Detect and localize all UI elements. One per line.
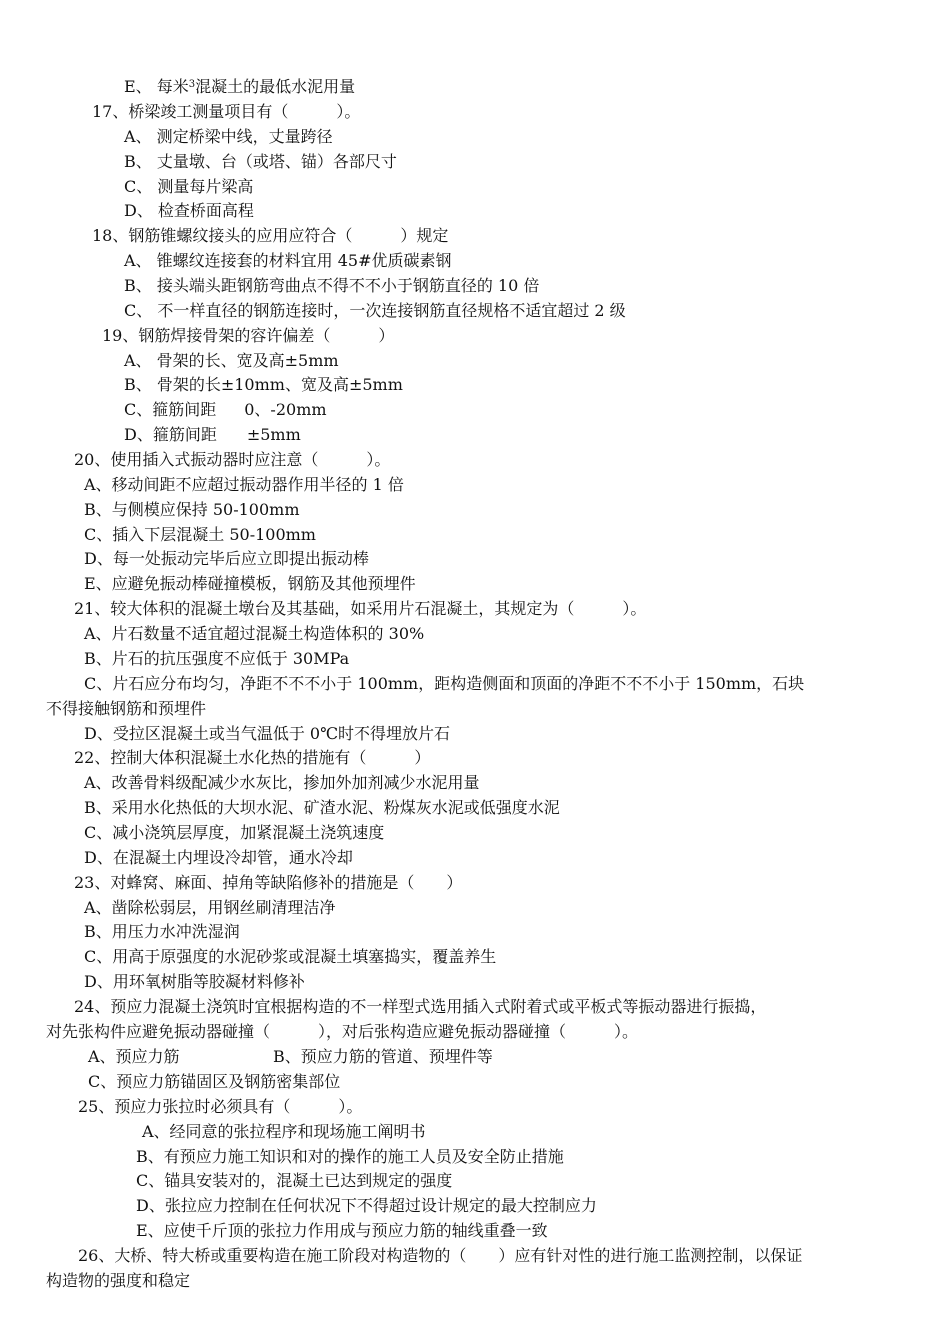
q25-option-c: C、锚具安装对的，混凝土已达到规定的强度 <box>136 1171 453 1190</box>
q21-stem: 21、较大体积的混凝土墩台及其基础，如采用片石混凝土，其规定为（ ）。 <box>74 599 647 618</box>
q23-stem: 23、对蜂窝、麻面、掉角等缺陷修补的措施是（ ） <box>74 873 463 892</box>
q17-option-c: C、 测量每片梁高 <box>124 177 254 196</box>
q19-option-c: C、箍筋间距 0、-20mm <box>124 400 327 419</box>
superscript: 3 <box>188 79 196 90</box>
q24-option-b: B、预应力筋的管道、预埋件等 <box>273 1047 493 1066</box>
q18-option-c: C、 不一样直径的钢筋连接时，一次连接钢筋直径规格不适宜超过 2 级 <box>124 301 626 320</box>
q17-option-d: D、 检查桥面高程 <box>124 201 254 220</box>
q22-option-d: D、在混凝土内埋设冷却管，通水冷却 <box>84 848 353 867</box>
q25-option-b: B、有预应力施工知识和对的操作的施工人员及安全防止措施 <box>136 1147 564 1166</box>
q24-option-c: C、预应力筋锚固区及钢筋密集部位 <box>88 1072 341 1091</box>
q19-option-b: B、 骨架的长±10mm、宽及高±5mm <box>124 375 403 394</box>
q23-option-d: D、用环氧树脂等胶凝材料修补 <box>84 972 305 991</box>
q22-option-b: B、采用水化热低的大坝水泥、矿渣水泥、粉煤灰水泥或低强度水泥 <box>84 798 560 817</box>
q21-option-c: C、片石应分布均匀，净距不不不小于 100mm，距构造侧面和顶面的净距不不不小于 150mm，石块 <box>84 674 805 693</box>
q20-option-c: C、插入下层混凝土 50-100mm <box>84 525 316 544</box>
q19-stem: 19、钢筋焊接骨架的容许偏差（ ） <box>102 326 395 345</box>
q25-stem: 25、预应力张拉时必须具有（ ）。 <box>78 1097 363 1116</box>
q21-option-a: A、片石数量不适宜超过混凝土构造体积的 30% <box>84 624 425 643</box>
q21-option-c-cont: 不得接触钢筋和预埋件 <box>46 699 207 718</box>
q25-option-a: A、经同意的张拉程序和现场施工阐明书 <box>142 1122 426 1141</box>
q23-option-a: A、凿除松弱层，用钢丝刷清理洁净 <box>84 898 336 917</box>
q24-stem: 24、预应力混凝土浇筑时宜根据构造的不一样型式选用插入式附着式或平板式等振动器进行振捣， <box>74 997 767 1016</box>
q24-stem-cont: 对先张构件应避免振动器碰撞（ ），对后张构造应避免振动器碰撞（ ）。 <box>46 1022 639 1041</box>
q16-option-e: E、 每米$^3$混凝土的最低水泥用量 <box>124 77 356 96</box>
q20-option-a: A、移动间距不应超过振动器作用半径的 1 倍 <box>84 475 404 494</box>
q23-option-c: C、用高于原强度的水泥砂浆或混凝土填塞捣实，覆盖养生 <box>84 947 497 966</box>
q18-option-b: B、 接头端头距钢筋弯曲点不得不不小于钢筋直径的 10 倍 <box>124 276 540 295</box>
q23-option-b: B、用压力水冲洗湿润 <box>84 922 240 941</box>
q20-option-d: D、每一处振动完毕后应立即提出振动棒 <box>84 549 369 568</box>
q26-stem-cont: 构造物的强度和稳定 <box>46 1271 191 1290</box>
q25-option-e: E、应使千斤顶的张拉力作用成与预应力筋的轴线重叠一致 <box>136 1221 548 1240</box>
q24-option-a: A、预应力筋 <box>88 1047 180 1066</box>
q17-option-b: B、 丈量墩、台（或塔、锚）各部尺寸 <box>124 152 397 171</box>
q22-option-c: C、减小浇筑层厚度，加紧混凝土浇筑速度 <box>84 823 385 842</box>
q20-stem: 20、使用插入式振动器时应注意（ ）。 <box>74 450 391 469</box>
q18-stem: 18、钢筋锥螺纹接头的应用应符合（ ）规定 <box>92 226 449 245</box>
q22-stem: 22、控制大体积混凝土水化热的措施有（ ） <box>74 748 431 767</box>
q21-option-b: B、片石的抗压强度不应低于 30MPa <box>84 649 350 668</box>
q22-option-a: A、改善骨料级配减少水灰比，掺加外加剂减少水泥用量 <box>84 773 480 792</box>
q25-option-d: D、张拉应力控制在任何状况下不得超过设计规定的最大控制应力 <box>136 1196 597 1215</box>
q18-option-a: A、 锥螺纹连接套的材料宜用 45#优质碳素钢 <box>124 251 452 270</box>
q19-option-d: D、箍筋间距 ±5mm <box>124 425 301 444</box>
q20-option-e: E、应避免振动棒碰撞模板，钢筋及其他预埋件 <box>84 574 416 593</box>
q20-option-b: B、与侧模应保持 50-100mm <box>84 500 300 519</box>
q21-option-d: D、受拉区混凝土或当气温低于 0℃时不得埋放片石 <box>84 724 450 743</box>
q17-stem: 17、桥梁竣工测量项目有（ ）。 <box>92 102 361 121</box>
q26-stem: 26、大桥、特大桥或重要构造在施工阶段对构造物的（ ）应有针对性的进行施工监测控制，以保证 <box>78 1246 803 1265</box>
q19-option-a: A、 骨架的长、宽及高±5mm <box>124 351 339 370</box>
q17-option-a: A、 测定桥梁中线，丈量跨径 <box>124 127 333 146</box>
